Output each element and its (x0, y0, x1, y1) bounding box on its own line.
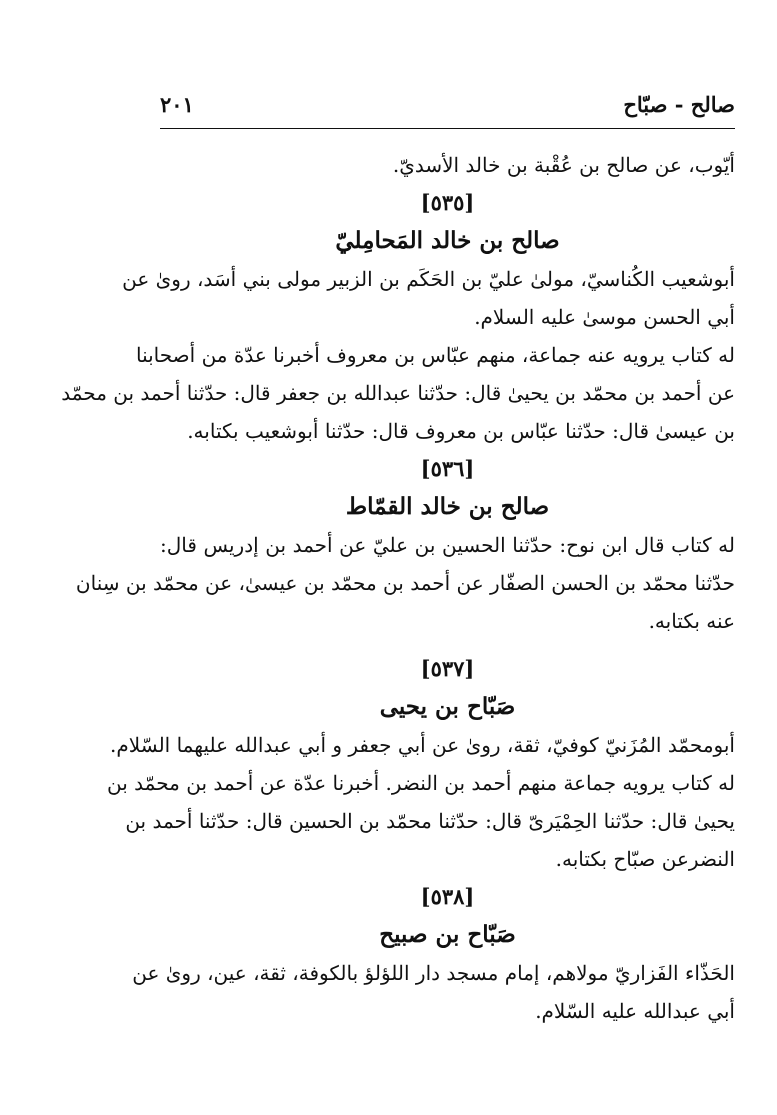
text-line: عنه بكتابه. (648, 609, 735, 633)
text-line: له كتاب قال ابن نوح: حدّثنا الحسين بن عليّ عن أحمد بن إدريس قال: (160, 533, 735, 557)
text-line: عن أحمد بن محمّد بن يحيىٰ قال: حدّثنا عبدالله بن جعفر قال: حدّثنا أحمد بن محمّد (61, 381, 735, 405)
entry-number: [٥٣٨] (420, 884, 475, 909)
entry-number: [٥٣٧] (420, 656, 475, 681)
text-line: له كتاب يرويه عنه جماعة، منهم عبّاس بن معروف أخبرنا عدّة من أصحابنا (135, 343, 735, 367)
text-line: أبوشعيب الكُناسيّ، مولىٰ عليّ بن الحَكَم بن الزبير مولى بني أسَد، روىٰ عن (122, 267, 735, 291)
page-number: ٢٠١ (160, 92, 194, 117)
text-line: النضرعن صبّاح بكتابه. (555, 847, 735, 871)
text-line: بن عيسىٰ قال: حدّثنا عبّاس بن معروف قال: حدّثنا أبوشعيب بكتابه. (187, 419, 735, 443)
text-line: أبي الحسن موسىٰ عليه السلام. (474, 305, 735, 329)
entry-number: [٥٣٥] (420, 190, 475, 215)
text-line: أبي عبدالله عليه السّلام. (535, 999, 735, 1023)
running-header (160, 92, 735, 129)
page-body (61, 146, 735, 1030)
text-line: أيّوب، عن صالح بن عُقْبة بن خالد الأسديّ. (392, 153, 735, 177)
entry-heading: صالح بن خالد المَحامِليّ (335, 227, 560, 254)
text-line: الحَذّاء الفَزاريّ مولاهم، إمام مسجد دار اللؤلؤ بالكوفة، ثقة، عين، روىٰ عن (132, 961, 735, 985)
entry-heading: صَبّاح بن صبيح (379, 921, 516, 948)
text-line: حدّثنا محمّد بن الحسن الصفّار عن أحمد بن محمّد بن عيسىٰ، عن محمّد بن سِنان (75, 571, 735, 595)
header-title: صالح - صبّاح (623, 92, 735, 117)
entry-heading: صَبّاح بن يحيى (379, 693, 516, 720)
entry-heading: صالح بن خالد القمّاط (345, 493, 550, 520)
entry-number: [٥٣٦] (420, 456, 475, 481)
text-line: أبومحمّد المُزَنيّ كوفيّ، ثقة، روىٰ عن أبي جعفر و أبي عبدالله عليهما السّلام. (110, 733, 735, 757)
text-line: يحيىٰ قال: حدّثنا الحِمْيَرىّ قال: حدّثنا محمّد بن الحسين قال: حدّثنا أحمد بن (125, 809, 735, 833)
text-line: له كتاب يرويه جماعة منهم أحمد بن النضر. أخبرنا عدّة عن أحمد بن محمّد بن (107, 771, 735, 795)
